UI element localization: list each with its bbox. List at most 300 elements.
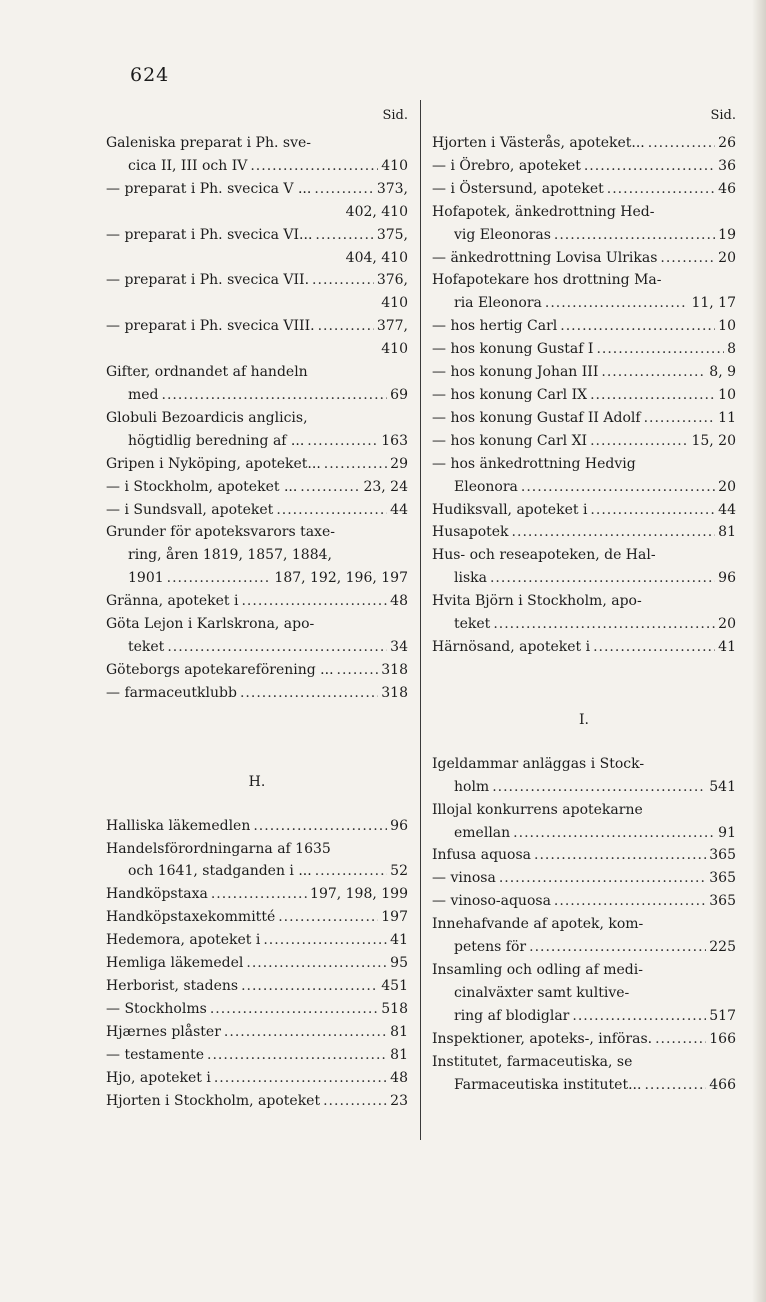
leader-dots bbox=[554, 224, 715, 247]
entry-line bbox=[432, 982, 736, 1005]
entry-line bbox=[432, 822, 736, 845]
entry-text: Galeniska preparat i Ph. sve- bbox=[106, 135, 311, 151]
leader-dots bbox=[300, 476, 360, 499]
entry-page-ref: 91 bbox=[718, 824, 736, 841]
index-entry bbox=[106, 1090, 408, 1113]
entry-text: vig Eleonoras bbox=[454, 226, 551, 243]
index-entry bbox=[432, 867, 736, 890]
leader-dots bbox=[240, 682, 378, 705]
index-entry bbox=[106, 906, 408, 929]
entry-line bbox=[432, 936, 736, 959]
entry-line bbox=[432, 567, 736, 590]
index-entry bbox=[106, 952, 408, 975]
index-entry bbox=[432, 521, 736, 544]
leader-dots bbox=[545, 292, 689, 315]
entry-line bbox=[106, 499, 408, 522]
entry-line bbox=[106, 906, 408, 929]
leader-dots bbox=[590, 430, 688, 453]
entry-text: Institutet, farmaceutiska, se bbox=[432, 1053, 633, 1070]
entry-text: — preparat i Ph. svecica VI... bbox=[106, 226, 313, 243]
entry-page-ref: 81 bbox=[390, 1023, 408, 1040]
index-entry bbox=[432, 499, 736, 522]
leader-dots bbox=[312, 269, 374, 292]
entry-page-ref: 23, 24 bbox=[363, 478, 408, 495]
section-letter-i: I. bbox=[579, 711, 589, 728]
entry-text: Grunder för apoteksvarors taxe- bbox=[106, 524, 335, 541]
entry-page-ref: 187, 192, 196, 197 bbox=[274, 570, 408, 587]
entry-line bbox=[432, 338, 736, 361]
entry-text: — hos konung Gustaf II Adolf bbox=[432, 409, 641, 426]
leader-dots bbox=[307, 430, 378, 453]
index-entry bbox=[432, 315, 736, 338]
entry-text: Härnösand, apoteket i bbox=[432, 638, 591, 655]
entry-page-ref: 466 bbox=[709, 1076, 736, 1093]
entry-text: Hjorten i Västerås, apoteket... bbox=[432, 135, 645, 151]
index-entry bbox=[106, 613, 408, 659]
index-entry bbox=[432, 338, 736, 361]
entry-page-ref: 197, 198, 199 bbox=[310, 886, 408, 903]
entry-page-ref: 410 bbox=[381, 341, 408, 358]
entry-page-ref: 11 bbox=[718, 409, 736, 426]
entry-page-ref: 8, 9 bbox=[709, 364, 736, 381]
entry-line bbox=[432, 753, 736, 776]
index-entry bbox=[106, 315, 408, 361]
entry-line bbox=[432, 407, 736, 430]
entry-text: — hos konung Johan III bbox=[432, 364, 599, 381]
entry-line bbox=[106, 247, 408, 270]
entry-page-ref: 377, bbox=[376, 318, 408, 335]
entry-page-ref: 197 bbox=[381, 909, 408, 926]
leader-dots bbox=[315, 860, 387, 883]
entry-line bbox=[432, 1074, 736, 1097]
index-entry bbox=[106, 1067, 408, 1090]
leader-dots bbox=[318, 315, 374, 338]
index-list bbox=[106, 815, 408, 1113]
entry-page-ref: 225 bbox=[709, 939, 736, 956]
leader-dots bbox=[493, 613, 715, 636]
leader-dots bbox=[572, 1005, 706, 1028]
leader-dots bbox=[241, 975, 378, 998]
index-entry bbox=[432, 155, 736, 178]
entry-text: — hos hertig Carl bbox=[432, 318, 558, 335]
entry-text: — hos konung Carl IX bbox=[432, 386, 588, 403]
index-entry bbox=[432, 269, 736, 315]
leader-dots bbox=[596, 338, 724, 361]
entry-line bbox=[106, 338, 408, 361]
entry-line bbox=[432, 247, 736, 270]
entry-text: Göta Lejon i Karlskrona, apo- bbox=[106, 616, 315, 633]
entry-line bbox=[432, 361, 736, 384]
entry-text: teket bbox=[454, 616, 491, 633]
index-entry bbox=[432, 913, 736, 959]
entry-line bbox=[432, 844, 736, 867]
entry-line bbox=[106, 659, 408, 682]
entry-page-ref: 20 bbox=[718, 249, 736, 266]
index-entry bbox=[106, 929, 408, 952]
index-entry bbox=[106, 269, 408, 315]
leader-dots bbox=[513, 822, 715, 845]
page-edge-shadow bbox=[752, 0, 766, 1302]
entry-page-ref: 81 bbox=[390, 1046, 408, 1063]
entry-line bbox=[106, 178, 408, 201]
leader-dots bbox=[584, 155, 715, 178]
index-entry bbox=[106, 407, 408, 453]
entry-line bbox=[106, 430, 408, 453]
entry-page-ref: 517 bbox=[709, 1007, 736, 1024]
entry-line bbox=[432, 1028, 736, 1051]
index-list bbox=[106, 132, 408, 705]
leader-dots bbox=[655, 1028, 706, 1051]
entry-page-ref: 10 bbox=[718, 386, 736, 403]
entry-page-ref: 23 bbox=[390, 1092, 408, 1109]
leader-dots bbox=[167, 636, 387, 659]
leader-dots bbox=[162, 384, 388, 407]
entry-page-ref: 20 bbox=[718, 478, 736, 495]
entry-text: Eleonora bbox=[454, 478, 518, 495]
entry-line bbox=[432, 613, 736, 636]
entry-page-ref: 44 bbox=[390, 501, 408, 518]
leader-dots bbox=[224, 1021, 387, 1044]
entry-page-ref: 11, 17 bbox=[691, 295, 736, 312]
entry-line bbox=[106, 155, 408, 178]
leader-dots bbox=[250, 155, 378, 178]
entry-line bbox=[106, 224, 408, 247]
entry-line bbox=[106, 544, 408, 567]
entry-page-ref: 34 bbox=[390, 638, 408, 655]
entry-page-ref: 376, bbox=[376, 272, 408, 289]
entry-text: — preparat i Ph. svecica VII. bbox=[106, 272, 310, 289]
index-entry bbox=[432, 753, 736, 799]
leader-dots bbox=[315, 224, 373, 247]
entry-page-ref: 166 bbox=[709, 1030, 736, 1047]
entry-page-ref: 20 bbox=[718, 616, 736, 633]
leader-dots bbox=[211, 883, 307, 906]
index-entry bbox=[106, 815, 408, 838]
leader-dots bbox=[560, 315, 715, 338]
leader-dots bbox=[314, 178, 374, 201]
entry-text: ring, åren 1819, 1857, 1884, bbox=[128, 547, 332, 564]
sid-label: Sid. bbox=[710, 108, 736, 123]
entry-text: — Stockholms bbox=[106, 1000, 207, 1017]
entry-text: Gripen i Nyköping, apoteket... bbox=[106, 455, 321, 472]
entry-page-ref: 10 bbox=[718, 318, 736, 335]
entry-text: — änkedrottning Lovisa Ulrikas bbox=[432, 249, 658, 266]
leader-dots bbox=[554, 890, 706, 913]
entry-page-ref: 410 bbox=[381, 157, 408, 174]
entry-line bbox=[106, 132, 408, 155]
entry-text: — i Stockholm, apoteket ... bbox=[106, 478, 298, 495]
entry-text: emellan bbox=[454, 824, 511, 841]
entry-line bbox=[106, 636, 408, 659]
index-entry bbox=[432, 201, 736, 247]
entry-text: Gifter, ordnandet af handeln bbox=[106, 364, 308, 381]
entry-line bbox=[432, 292, 736, 315]
entry-page-ref: 44 bbox=[718, 501, 736, 518]
entry-page-ref: 48 bbox=[390, 593, 408, 610]
entry-line bbox=[106, 952, 408, 975]
leader-dots bbox=[660, 247, 715, 270]
entry-text: Hjærnes plåster bbox=[106, 1023, 221, 1040]
entry-text: Hjo, apoteket i bbox=[106, 1069, 211, 1086]
leader-dots bbox=[337, 659, 379, 682]
entry-line bbox=[106, 682, 408, 705]
entry-text: Hedemora, apoteket i bbox=[106, 932, 261, 949]
index-entry bbox=[432, 1051, 736, 1097]
entry-line bbox=[106, 1090, 408, 1113]
entry-text: Igeldammar anläggas i Stock- bbox=[432, 755, 645, 772]
leader-dots bbox=[278, 906, 378, 929]
entry-page-ref: 518 bbox=[381, 1000, 408, 1017]
entry-text: — vinoso-aquosa bbox=[432, 893, 551, 910]
right-column bbox=[432, 106, 736, 1096]
index-entry bbox=[432, 430, 736, 453]
leader-dots bbox=[521, 476, 715, 499]
leader-dots bbox=[246, 952, 387, 975]
entry-text: Globuli Bezoardicis anglicis, bbox=[106, 409, 308, 426]
entry-text: teket bbox=[128, 638, 165, 655]
entry-line bbox=[432, 269, 736, 292]
entry-line bbox=[106, 860, 408, 883]
entry-text: Innehafvande af apotek, kom- bbox=[432, 916, 644, 933]
entry-text: Farmaceutiska institutet... bbox=[454, 1076, 642, 1093]
entry-text: cinalväxter samt kultive- bbox=[454, 984, 630, 1001]
leader-dots bbox=[167, 567, 272, 590]
entry-line bbox=[106, 838, 408, 861]
index-entry bbox=[106, 975, 408, 998]
entry-line bbox=[432, 315, 736, 338]
entry-line bbox=[106, 315, 408, 338]
leader-dots bbox=[323, 1090, 387, 1113]
leader-dots bbox=[593, 636, 715, 659]
entry-page-ref: 96 bbox=[390, 817, 408, 834]
leader-dots bbox=[534, 844, 706, 867]
entry-text: cica II, III och IV bbox=[128, 157, 248, 174]
index-entry bbox=[432, 959, 736, 1028]
entry-text: Husapotek bbox=[432, 524, 509, 541]
entry-page-ref: 410 bbox=[381, 295, 408, 312]
index-entry bbox=[106, 1044, 408, 1067]
entry-text: Handköpstaxa bbox=[106, 886, 208, 903]
entry-page-ref: 69 bbox=[390, 386, 408, 403]
entry-line bbox=[106, 883, 408, 906]
entry-text: Hofapotek, änkedrottning Hed- bbox=[432, 203, 655, 220]
entry-line bbox=[432, 384, 736, 407]
entry-line bbox=[432, 453, 736, 476]
entry-text: Hjorten i Stockholm, apoteket bbox=[106, 1092, 321, 1109]
entry-text: — preparat i Ph. svecica VIII. bbox=[106, 318, 315, 335]
entry-text: Hvita Björn i Stockholm, apo- bbox=[432, 593, 642, 610]
entry-line bbox=[106, 590, 408, 613]
entry-text: — preparat i Ph. svecica V ... bbox=[106, 180, 312, 197]
entry-line bbox=[106, 613, 408, 636]
entry-text: Handelsförordningarna af 1635 bbox=[106, 840, 331, 857]
entry-text: Hofapotekare hos drottning Ma- bbox=[432, 272, 662, 289]
entry-page-ref: 36 bbox=[718, 157, 736, 174]
entry-line bbox=[432, 959, 736, 982]
entry-line bbox=[432, 890, 736, 913]
entry-text: och 1641, stadganden i ... bbox=[128, 863, 312, 880]
section-letter-h: H. bbox=[248, 773, 266, 790]
entry-page-ref: 41 bbox=[718, 638, 736, 655]
entry-line bbox=[106, 292, 408, 315]
index-list bbox=[432, 753, 736, 1097]
index-entry bbox=[106, 132, 408, 178]
entry-text: Göteborgs apotekareförening ... bbox=[106, 661, 334, 678]
entry-line bbox=[106, 567, 408, 590]
leader-dots bbox=[644, 1074, 706, 1097]
index-entry bbox=[106, 361, 408, 407]
index-entry bbox=[432, 844, 736, 867]
entry-line bbox=[106, 1021, 408, 1044]
index-entry bbox=[432, 544, 736, 590]
entry-text: Gränna, apoteket i bbox=[106, 593, 239, 610]
leader-dots bbox=[490, 567, 715, 590]
sid-label: Sid. bbox=[382, 108, 408, 123]
entry-line bbox=[432, 132, 736, 155]
entry-text: — i Östersund, apoteket bbox=[432, 180, 604, 197]
leader-dots bbox=[241, 590, 387, 613]
entry-line bbox=[106, 521, 408, 544]
index-entry bbox=[432, 247, 736, 270]
entry-line bbox=[106, 453, 408, 476]
entry-page-ref: 29 bbox=[390, 455, 408, 472]
index-entry bbox=[106, 659, 408, 682]
leader-dots bbox=[601, 361, 706, 384]
leader-dots bbox=[324, 453, 387, 476]
entry-text: Hemliga läkemedel bbox=[106, 955, 244, 972]
index-entry bbox=[106, 453, 408, 476]
entry-page-ref: 402, 410 bbox=[345, 203, 408, 220]
leader-dots bbox=[207, 1044, 387, 1067]
entry-line bbox=[106, 998, 408, 1021]
leader-dots bbox=[648, 132, 715, 155]
entry-text: Herborist, stadens bbox=[106, 978, 239, 994]
leader-dots bbox=[492, 776, 706, 799]
index-entry bbox=[432, 178, 736, 201]
entry-text: ring af blodiglar bbox=[454, 1007, 570, 1024]
entry-page-ref: 95 bbox=[390, 955, 408, 972]
entry-page-ref: 404, 410 bbox=[345, 249, 408, 266]
entry-page-ref: 46 bbox=[718, 180, 736, 197]
index-entry bbox=[432, 132, 736, 155]
entry-line bbox=[106, 975, 408, 998]
index-entry bbox=[432, 407, 736, 430]
entry-page-ref: 26 bbox=[718, 135, 736, 151]
index-entry bbox=[106, 178, 408, 224]
index-entry bbox=[106, 499, 408, 522]
entry-text: holm bbox=[454, 778, 490, 795]
entry-page-ref: 15, 20 bbox=[691, 432, 736, 449]
entry-line bbox=[106, 476, 408, 499]
index-entry bbox=[106, 476, 408, 499]
entry-line bbox=[432, 1051, 736, 1074]
entry-page-ref: 163 bbox=[381, 432, 408, 449]
entry-line bbox=[432, 155, 736, 178]
entry-text: — testamente bbox=[106, 1046, 205, 1063]
index-entry bbox=[432, 799, 736, 845]
index-entry bbox=[432, 1028, 736, 1051]
entry-text: Infusa aquosa bbox=[432, 847, 532, 864]
entry-page-ref: 451 bbox=[381, 978, 408, 994]
entry-page-ref: 52 bbox=[390, 863, 408, 880]
leader-dots bbox=[253, 815, 387, 838]
leader-dots bbox=[607, 178, 715, 201]
index-entry bbox=[106, 883, 408, 906]
entry-text: Insamling och odling af medi- bbox=[432, 962, 643, 978]
entry-line bbox=[106, 1067, 408, 1090]
entry-page-ref: 48 bbox=[390, 1069, 408, 1086]
entry-text: — hos konung Carl XI bbox=[432, 432, 588, 449]
index-entry bbox=[106, 590, 408, 613]
index-entry bbox=[106, 838, 408, 884]
index-entry bbox=[432, 361, 736, 384]
entry-line bbox=[432, 913, 736, 936]
entry-text: petens för bbox=[454, 939, 527, 956]
entry-text: — farmaceutklubb bbox=[106, 684, 237, 701]
entry-text: ria Eleonora bbox=[454, 295, 542, 312]
column-divider bbox=[420, 100, 421, 1140]
entry-line bbox=[106, 1044, 408, 1067]
entry-line bbox=[432, 476, 736, 499]
page-number: 624 bbox=[130, 64, 170, 86]
entry-line bbox=[432, 867, 736, 890]
entry-page-ref: 375, bbox=[376, 226, 408, 243]
leader-dots bbox=[276, 499, 387, 522]
entry-text: högtidlig beredning af ... bbox=[128, 432, 305, 449]
index-entry bbox=[106, 998, 408, 1021]
entry-line bbox=[106, 361, 408, 384]
entry-line bbox=[106, 201, 408, 224]
entry-line bbox=[432, 1005, 736, 1028]
index-entry bbox=[106, 224, 408, 270]
entry-text: — hos änkedrottning Hedvig bbox=[432, 455, 636, 472]
entry-page-ref: 81 bbox=[718, 524, 736, 541]
entry-text: med bbox=[128, 386, 159, 403]
entry-line bbox=[432, 799, 736, 822]
entry-line bbox=[432, 521, 736, 544]
leader-dots bbox=[214, 1067, 387, 1090]
entry-line bbox=[432, 590, 736, 613]
leader-dots bbox=[590, 384, 715, 407]
entry-line bbox=[432, 499, 736, 522]
entry-line bbox=[106, 384, 408, 407]
index-entry bbox=[106, 1021, 408, 1044]
leader-dots bbox=[529, 936, 706, 959]
leader-dots bbox=[590, 499, 715, 522]
entry-line bbox=[106, 815, 408, 838]
entry-text: 1901 bbox=[128, 570, 164, 587]
leader-dots bbox=[644, 407, 716, 430]
leader-dots bbox=[263, 929, 387, 952]
entry-line bbox=[432, 201, 736, 224]
left-column bbox=[106, 106, 408, 1112]
entry-text: liska bbox=[454, 570, 487, 587]
entry-text: Hudiksvall, apoteket i bbox=[432, 501, 588, 518]
entry-text: — vinosa bbox=[432, 870, 496, 887]
entry-text: Hus- och reseapoteken, de Hal- bbox=[432, 547, 656, 564]
index-entry bbox=[432, 890, 736, 913]
entry-text: Illojal konkurrens apotekarne bbox=[432, 801, 643, 818]
index-entry bbox=[432, 384, 736, 407]
index-entry bbox=[106, 521, 408, 590]
entry-text: Handköpstaxekommitté bbox=[106, 909, 276, 926]
entry-line bbox=[106, 929, 408, 952]
index-list bbox=[432, 132, 736, 659]
entry-line bbox=[106, 407, 408, 430]
entry-text: Halliska läkemedlen bbox=[106, 817, 251, 834]
index-entry bbox=[106, 682, 408, 705]
leader-dots bbox=[512, 521, 716, 544]
